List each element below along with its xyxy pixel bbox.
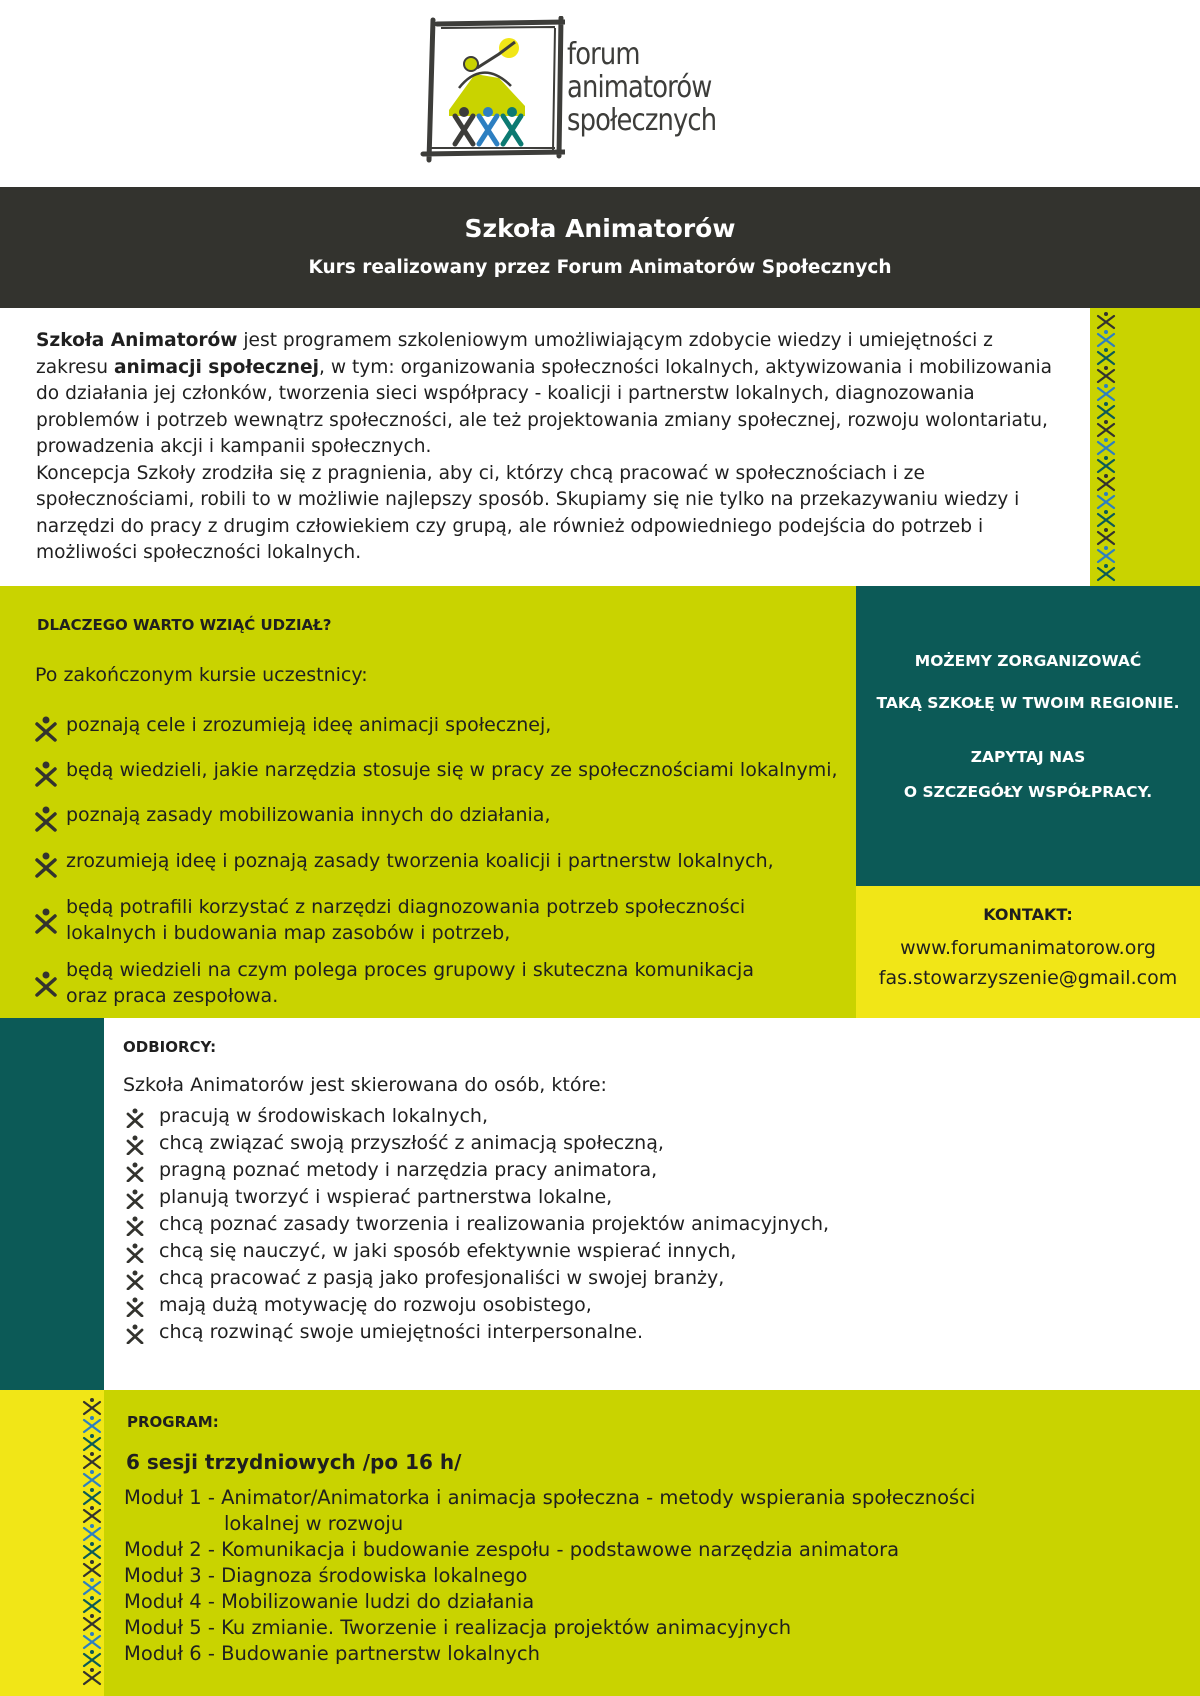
why-item-text: zrozumieją ideę i poznają zasady tworzenia koalicji i partnerstw lokalnych, bbox=[66, 850, 774, 872]
figure-bullet-icon bbox=[34, 716, 58, 742]
module-line: Moduł 3 - Diagnoza środowiska lokalnego bbox=[124, 1564, 528, 1587]
contact-email[interactable]: fas.stowarzyszenie@gmail.com bbox=[878, 967, 1178, 989]
program-side-bar bbox=[0, 1390, 104, 1696]
intro-paragraph-2: Koncepcja Szkoły zrodziła się z pragnienia, aby ci, którzy chcą pracować w społecznościach i ze społecznościami, robili to w możliwie najlepszy sposób. Skupiamy się nie tylko na przekazywaniu wiedzy i narzędzi do pracy z drugim człowiekiem czy grupą, ale również odpowiedniego podejścia do potrzeb i możliwości społeczności lokalnych. bbox=[36, 462, 1020, 563]
figure-bullet-icon bbox=[34, 852, 58, 878]
module-line: Moduł 1 - Animator/Animatorka i animacja społeczna - metody wspierania społeczności bbox=[124, 1486, 976, 1509]
figure-bullet-icon bbox=[126, 1243, 144, 1263]
program-sessions: 6 sesji trzydniowych /po 16 h/ bbox=[126, 1450, 462, 1474]
why-item-text: poznają zasady mobilizowania innych do działania, bbox=[66, 804, 551, 826]
logo-mark-icon bbox=[415, 16, 565, 166]
contact-website[interactable]: www.forumanimatorow.org bbox=[900, 937, 1156, 959]
figure-bullet-icon bbox=[126, 1324, 144, 1344]
organize-line-1: MOŻEMY ZORGANIZOWAĆ bbox=[914, 652, 1142, 670]
module-line: Moduł 2 - Komunikacja i budowanie zespołu - podstawowe narzędzia animatora bbox=[124, 1538, 900, 1561]
audience-item-text: chcą rozwinąć swoje umiejętności interpersonalne. bbox=[159, 1321, 644, 1343]
intro-text-a: jest programem szkoleniowym umożliwiającym zdobycie wiedzy i umiejętności z zakresu bbox=[36, 330, 993, 378]
audience-item-text: pragną poznać metody i narzędzia pracy animatora, bbox=[159, 1159, 658, 1181]
figure-bullet-icon bbox=[126, 1270, 144, 1290]
audience-item-text: chcą pracować z pasją jako profesjonaliści w swojej branży, bbox=[159, 1267, 725, 1289]
logo-text-line-1: forum bbox=[567, 37, 640, 72]
page-subtitle: Kurs realizowany przez Forum Animatorów Społecznych bbox=[308, 257, 892, 278]
audience-heading: ODBIORCY: bbox=[123, 1038, 217, 1056]
organize-line-4: O SZCZEGÓŁY WSPÓŁPRACY. bbox=[903, 783, 1153, 801]
logo bbox=[415, 16, 735, 166]
organize-line-3: ZAPYTAJ NAS bbox=[970, 748, 1086, 766]
organize-line-2: TAKĄ SZKOŁĘ W TWOIM REGIONIE. bbox=[876, 694, 1180, 712]
why-item-text: będą wiedzieli, jakie narzędzia stosuje się w pracy ze społecznościami lokalnymi, bbox=[66, 759, 838, 781]
audience-item-text: chcą się nauczyć, w jaki sposób efektywnie wspierać innych, bbox=[159, 1240, 737, 1262]
header-band bbox=[0, 187, 1200, 308]
figure-bullet-icon bbox=[126, 1216, 144, 1236]
intro-bold-name: Szkoła Animatorów bbox=[36, 330, 238, 351]
audience-side-bar bbox=[0, 1018, 104, 1390]
figure-bullet-icon bbox=[126, 1297, 144, 1317]
page-title: Szkoła Animatorów bbox=[464, 214, 736, 243]
figure-bullet-icon bbox=[34, 806, 58, 832]
decorative-strip bbox=[1090, 308, 1200, 586]
audience-intro: Szkoła Animatorów jest skierowana do osób, które: bbox=[123, 1074, 607, 1096]
why-intro: Po zakończonym kursie uczestnicy: bbox=[35, 664, 368, 686]
intro-bold-term: animacji społecznej bbox=[113, 356, 320, 378]
organize-callout bbox=[856, 586, 1200, 886]
figure-bullet-icon bbox=[126, 1189, 144, 1209]
logo-text-line-2: animatorów bbox=[567, 70, 712, 105]
module-line: Moduł 5 - Ku zmianie. Tworzenie i realizacja projektów animacyjnych bbox=[124, 1616, 792, 1639]
intro-text bbox=[36, 328, 1066, 567]
decorative-figures-icon bbox=[1094, 310, 1118, 584]
figure-bullet-icon bbox=[126, 1162, 144, 1182]
figure-bullet-icon bbox=[34, 908, 58, 934]
intro-paragraph-1 bbox=[36, 328, 1066, 461]
program-heading: PROGRAM: bbox=[127, 1413, 219, 1431]
figure-bullet-icon bbox=[34, 761, 58, 787]
figure-bullet-icon bbox=[34, 971, 58, 997]
why-item-text: będą potrafili korzystać z narzędzi diagnozowania potrzeb społeczności lokalnych i budowania map zasobów i potrzeb, bbox=[66, 896, 746, 944]
logo-text-line-3: społecznych bbox=[567, 103, 717, 138]
audience-item-text: pracują w środowiskach lokalnych, bbox=[159, 1105, 489, 1127]
why-heading: DLACZEGO WARTO WZIĄĆ UDZIAŁ? bbox=[37, 616, 332, 634]
module-line: Moduł 4 - Mobilizowanie ludzi do działania bbox=[124, 1590, 535, 1613]
module-line-continuation: lokalnej w rozwoju bbox=[224, 1512, 404, 1535]
why-item-text: będą wiedzieli na czym polega proces grupowy i skuteczna komunikacja oraz praca zespołowa. bbox=[66, 959, 754, 1007]
audience-item-text: planują tworzyć i wspierać partnerstwa lokalne, bbox=[159, 1186, 613, 1208]
figure-bullet-icon bbox=[126, 1135, 144, 1155]
module-line: Moduł 6 - Budowanie partnerstw lokalnych bbox=[124, 1642, 540, 1665]
audience-item-text: chcą związać swoją przyszłość z animacją społeczną, bbox=[159, 1132, 664, 1154]
intro-text-b: , w tym: organizowania społeczności lokalnych, aktywizowania i mobilizowania do działania jej członków, tworzenia sieci współpracy - koalicji i partnerstw lokalnych, diagnozowania problemów i potrzeb wewnątrz społeczności, ale też projektowania zmiany społecznej, rozwoju wolontariatu, prowadzenia akcji i kampanii społecznych. bbox=[36, 356, 1053, 457]
why-section bbox=[0, 586, 856, 1018]
contact-heading: KONTAKT: bbox=[983, 905, 1073, 924]
audience-item-text: mają dużą motywację do rozwoju osobistego, bbox=[159, 1294, 592, 1316]
why-item-text: poznają cele i zrozumieją ideę animacji społecznej, bbox=[66, 714, 552, 736]
contact-box bbox=[856, 886, 1200, 1018]
audience-item-text: chcą poznać zasady tworzenia i realizowania projektów animacyjnych, bbox=[159, 1213, 830, 1235]
decorative-figures-icon bbox=[80, 1396, 104, 1694]
figure-bullet-icon bbox=[126, 1108, 144, 1128]
